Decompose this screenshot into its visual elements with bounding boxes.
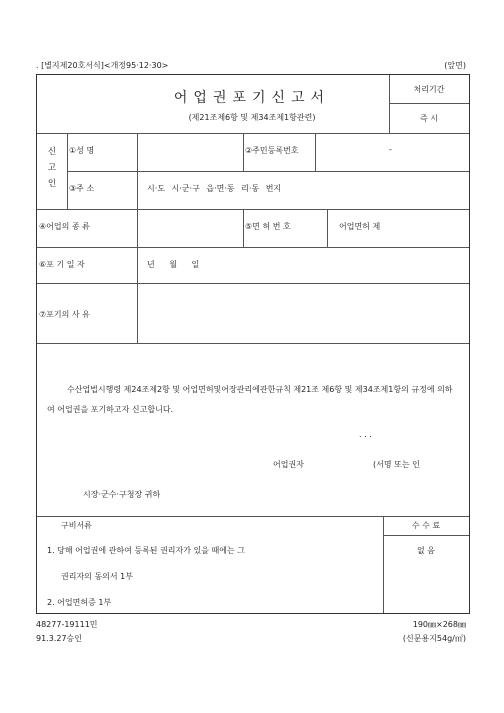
- paper-size: 190㎜×268㎜: [412, 620, 466, 629]
- processing-period-value: 즉 시: [420, 114, 438, 123]
- license-number-label: ⑤면 허 번 호: [245, 222, 291, 231]
- paper-type: (신문용지54g/㎡): [402, 634, 466, 643]
- form-number: . [별지제20호서식]<개정95·12·30>: [36, 61, 169, 70]
- form-code: 48277-19111민: [36, 620, 98, 629]
- fee-value: 없 음: [417, 546, 435, 555]
- address-value: 시·도 시·군·구 읍·면·동 리·동 번지: [147, 184, 282, 193]
- date-marks: . . .: [359, 430, 372, 439]
- footer-right: [403, 618, 466, 646]
- approval-date: 91.3.27승인: [36, 634, 82, 643]
- abandon-reason-label: ⑦포기의 사 유: [39, 310, 90, 319]
- applicant-label-3: 인: [47, 179, 57, 189]
- license-number-value: 어업면허 제: [339, 222, 381, 231]
- page-side: (앞면): [444, 61, 466, 70]
- abandon-date-value: 년 월 일: [147, 260, 200, 269]
- abandon-date-label: ⑥포 기 일 자: [39, 260, 85, 269]
- form-subtitle: (제21조제6항 및 제34조제1항관련): [188, 113, 316, 122]
- applicant-label-1: 신: [47, 147, 57, 157]
- doc-1-line2: 권리자의 동의서 1부: [61, 572, 133, 581]
- address-label: ③주 소: [69, 184, 95, 193]
- applicant-label-2: 고: [47, 163, 57, 173]
- resident-id-value: -: [389, 145, 392, 154]
- name-label: ①성 명: [69, 146, 95, 155]
- footer-left: [36, 618, 98, 646]
- doc-1-line1: 1. 당해 어업권에 관하여 등록된 권리자가 있을 때에는 그: [47, 546, 245, 555]
- fishery-type-label: ④어업의 종 류: [39, 222, 90, 231]
- signature-label: (서명 또는 인: [373, 460, 420, 469]
- addressee: 시장·군수·구청장 귀하: [83, 490, 161, 499]
- fee-label: 수 수 료: [411, 521, 441, 530]
- form-title: 어업권포기신고서: [173, 90, 331, 106]
- holder-label: 어업권자: [273, 460, 304, 469]
- statement: 수산업법시행령 제24조제2항 및 어업면허및어장관리에관한규칙 제21조 제6항 및 제34조제1항의 규정에 의하여 어업권을 포기하고자 신고합니다.: [47, 385, 453, 414]
- docs-label: 구비서류: [61, 521, 92, 530]
- resident-id-label: ②주민등록번호: [245, 146, 299, 155]
- report-form: [36, 74, 470, 614]
- processing-period-label: 처리기간: [413, 85, 445, 94]
- doc-2: 2. 어업면허증 1부: [47, 598, 112, 607]
